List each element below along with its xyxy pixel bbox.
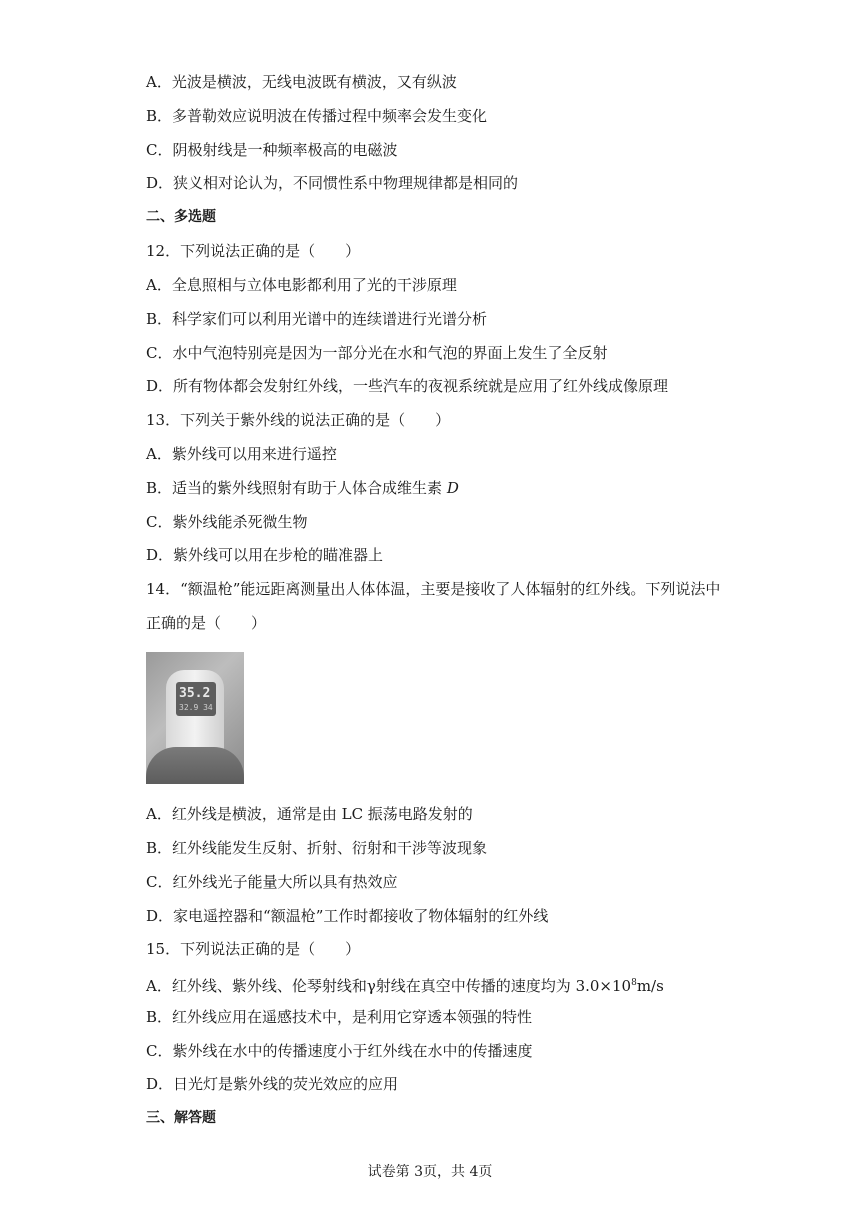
hand [146,747,244,784]
q14-option-a: A．红外线是横波，通常是由 LC 振荡电路发射的 [146,805,473,823]
q15-option-c: C．紫外线在水中的传播速度小于红外线在水中的传播速度 [146,1042,533,1060]
q13-option-c: C．紫外线能杀死微生物 [146,513,308,531]
q12-option-b: B．科学家们可以利用光谱中的连续谱进行光谱分析 [146,310,488,328]
question-14-line1: 14．“额温枪”能远距离测量出人体体温，主要是接收了人体辐射的红外线。下列说法中 [146,580,721,598]
q12-option-d: D．所有物体都会发射红外线，一些汽车的夜视系统就是应用了红外线成像原理 [146,377,669,395]
q15-option-a-text: A．红外线、紫外线、伦琴射线和γ射线在真空中传播的速度均为 3.0×10 [146,977,632,995]
q15-option-b: B．红外线应用在遥感技术中，是利用它穿透本领强的特性 [146,1008,533,1026]
q13-option-b-d: D [446,479,459,497]
question-12: 12．下列说法正确的是（ ） [146,242,361,260]
q15-option-d: D．日光灯是紫外线的荧光效应的应用 [146,1075,399,1093]
thermometer-photo [146,652,244,784]
q13-option-b-text: B．适当的紫外线照射有助于人体合成维生素 [146,479,443,497]
q13-option-b [146,478,459,498]
question-14-line2: 正确的是（ ） [146,614,267,632]
section-heading-answer: 三、解答题 [146,1110,216,1126]
thermometer-reading: 35.2 [179,686,211,701]
question-15: 15．下列说法正确的是（ ） [146,940,361,958]
section-heading-multi: 二、多选题 [146,209,216,225]
q13-option-d: D．紫外线可以用在步枪的瞄准器上 [146,546,384,564]
line-l3: C．阴极射线是一种频率极高的电磁波 [146,141,398,159]
thermometer-reading-small: 32.9 34 [179,703,213,712]
q14-option-c: C．红外线光子能量大所以具有热效应 [146,873,398,891]
q15-option-a-unit: m/s [636,977,664,995]
q15-option-a [146,973,664,996]
line-l4: D．狭义相对论认为，不同惯性系中物理规律都是相同的 [146,174,519,192]
line-l1: A．光波是横波，无线电波既有横波，又有纵波 [146,73,457,91]
q14-option-d: D．家电遥控器和“额温枪”工作时都接收了物体辐射的红外线 [146,907,549,925]
question-13: 13．下列关于紫外线的说法正确的是（ ） [146,411,451,429]
q12-option-c: C．水中气泡特别亮是因为一部分光在水和气泡的界面上发生了全反射 [146,344,608,362]
q13-option-a: A．紫外线可以用来进行遥控 [146,445,337,463]
line-l2: B．多普勒效应说明波在传播过程中频率会发生变化 [146,107,488,125]
q14-option-b: B．红外线能发生反射、折射、衍射和干涉等波现象 [146,839,488,857]
page-footer: 试卷第 3页，共 4页 [367,1164,493,1180]
q12-option-a: A．全息照相与立体电影都利用了光的干涉原理 [146,276,457,294]
q15-option-a-exponent: 8 [631,978,637,988]
